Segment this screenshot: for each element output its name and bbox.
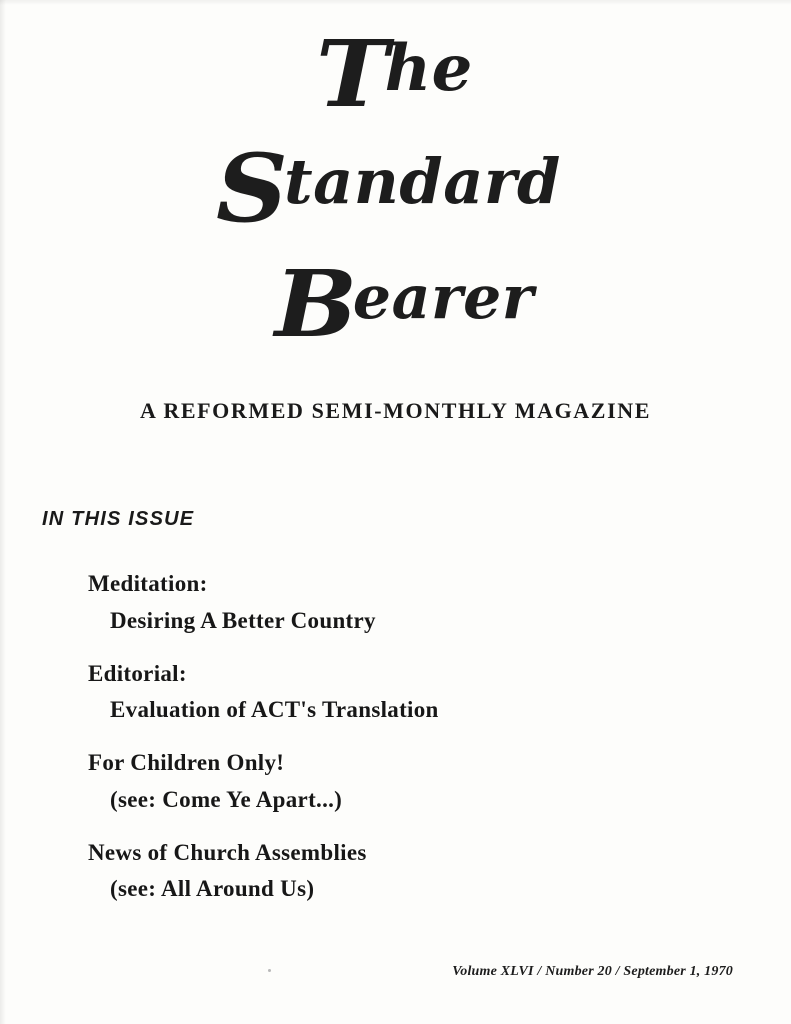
masthead-line-standard-text: tandard <box>283 145 561 218</box>
page-speck <box>268 969 271 972</box>
magazine-subtitle: A REFORMED SEMI-MONTHLY MAGAZINE <box>140 398 651 423</box>
contents-entry-title: Editorial: <box>88 660 187 686</box>
ornamental-initial-s: S <box>216 134 286 244</box>
list-item <box>88 839 688 905</box>
section-heading-in-this-issue: IN THIS ISSUE <box>42 508 195 530</box>
contents-entry-title: Meditation: <box>88 571 208 596</box>
masthead-title <box>0 20 791 358</box>
masthead-line-standard <box>0 134 791 244</box>
contents-entry-title: For Children Only! <box>88 750 285 775</box>
page-edge-shading-top <box>0 0 791 5</box>
masthead-line-bearer <box>0 250 791 358</box>
contents-entry-title: News of Church Assemblies <box>88 839 367 865</box>
table-of-contents <box>88 570 688 928</box>
ornamental-initial-t: T <box>316 20 387 128</box>
list-item <box>88 660 688 726</box>
masthead-line-the <box>0 20 791 128</box>
contents-entry-subtitle: (see: Come Ye Apart...) <box>110 786 343 812</box>
list-item <box>88 749 688 815</box>
masthead-line-the-text: he <box>384 31 473 106</box>
masthead-line-bearer-text: earer <box>352 263 534 333</box>
contents-entry-subtitle: Evaluation of ACT's Translation <box>110 697 439 723</box>
list-item <box>88 570 688 636</box>
contents-entry-subtitle: Desiring A Better Country <box>110 607 376 633</box>
contents-entry-subtitle: (see: All Around Us) <box>110 876 315 902</box>
issue-volume-number-date: Volume XLVI / Number 20 / September 1, 1970 <box>452 964 733 979</box>
ornamental-initial-b: B <box>274 250 356 358</box>
